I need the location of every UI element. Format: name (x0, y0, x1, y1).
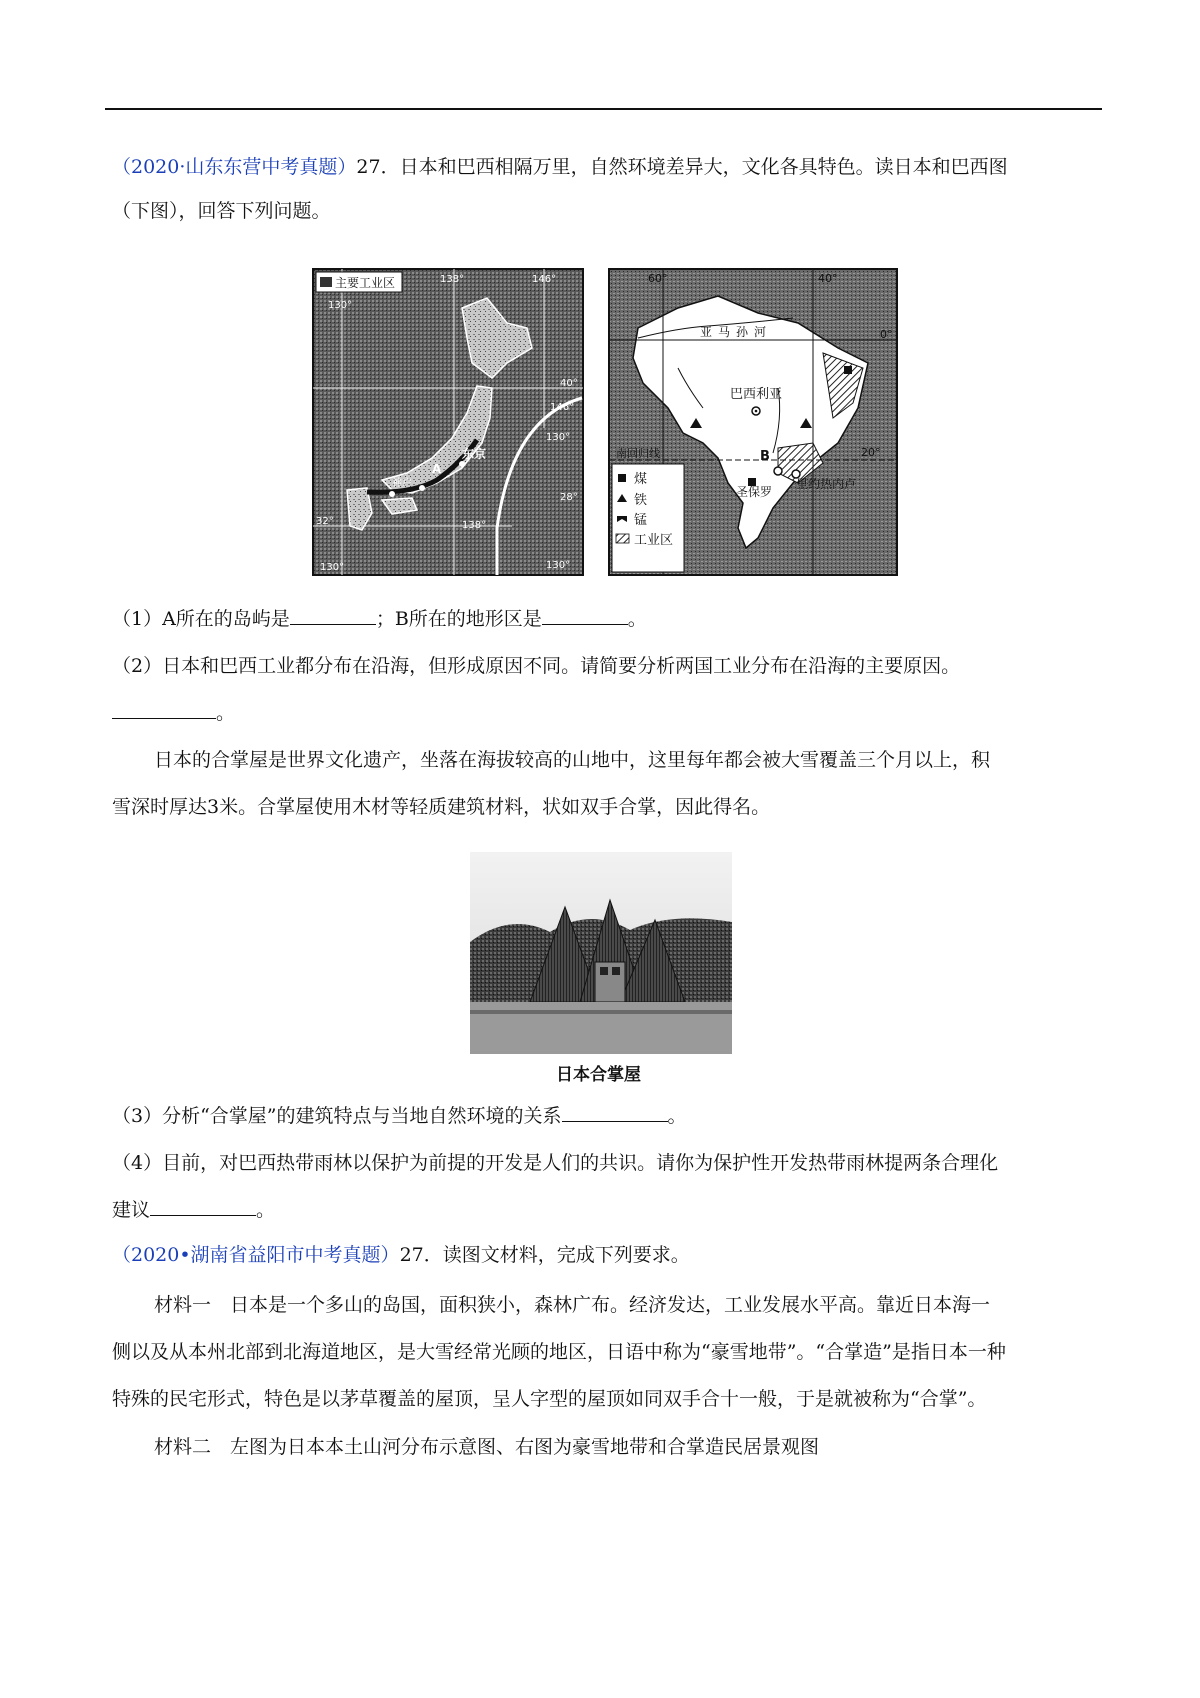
q1-part2-end: 。 (216, 702, 236, 724)
brazil-legend-industrial: 工业区 (634, 533, 674, 548)
q1-part4-2 (112, 1195, 1102, 1225)
q2-material2-text: 材料二 左图为日本本土山河分布示意图、右图为豪雪地带和合掌造民居景观图 (154, 1436, 820, 1458)
q2-material1-line2: 侧以及从本州北部到北海道地区，是大雪经常光顾的地区，日语中称为“豪雪地带”。“合掌造”是指日本一种 (112, 1341, 1006, 1363)
q2-intro-text: 27．读图文材料，完成下列要求。 (399, 1244, 690, 1266)
brazil-lon40: 40° (818, 272, 838, 285)
japan-lat40: 40° (560, 378, 578, 389)
japan-lon130-bottom: 130° (320, 562, 345, 573)
brazil-tropic: 南回归线 (616, 447, 660, 460)
q1-part1-text-c: 。 (627, 608, 647, 630)
q2-material1-3 (112, 1384, 1102, 1414)
japan-lon138-top: 138° (440, 274, 465, 285)
brazil-label-b: B (760, 449, 770, 464)
q1-part3-text: （3）分析“合掌屋”的建筑特点与当地自然环境的关系 (112, 1105, 562, 1127)
q1-part1 (112, 604, 1102, 634)
japan-kobe: 神户 (392, 478, 412, 489)
q2-material1-line3: 特殊的民宅形式，特色是以茅草覆盖的屋顶，呈人字型的屋顶如同双手合十一般，于是就被称为“合掌”。 (112, 1388, 987, 1410)
q2-source: （2020•湖南省益阳市中考真题） (112, 1244, 400, 1266)
japan-lon146-right: 146° (550, 402, 575, 413)
q1-part2-text: （2）日本和巴西工业都分布在沿海，但形成原因不同。请简要分析两国工业分布在沿海的主要原因。 (112, 655, 961, 677)
brazil-saopaulo: 圣保罗 (736, 485, 773, 499)
brazil-lat20: 20° (861, 446, 881, 459)
japan-tokyo: 东京 (462, 447, 487, 461)
gassho-photo (470, 852, 732, 1054)
gassho-text (112, 745, 1102, 775)
brazil-amazon: 亚马孙河 (700, 325, 773, 339)
q1-part2 (112, 651, 1102, 681)
japan-lon138-bottom: 138° (462, 520, 487, 531)
gassho-line2: 雪深时厚达3米。合掌屋使用木材等轻质建筑材料，状如双手合掌，因此得名。 (112, 796, 771, 818)
q2-material1 (112, 1290, 1102, 1320)
q2-material1-line1: 材料一 日本是一个多山的岛国，面积狭小，森林广布。经济发达，工业发展水平高。靠近日本海一 (154, 1294, 991, 1316)
q2-material1-2 (112, 1337, 1102, 1367)
brazil-brasilia: 巴西利亚 (730, 387, 783, 402)
q2-material2 (112, 1432, 1102, 1462)
answer-blank-3[interactable] (112, 700, 216, 719)
brazil-map (608, 268, 898, 576)
answer-blank-2[interactable] (542, 606, 628, 625)
q1-intro-line2: （下图），回答下列问题。 (112, 200, 331, 222)
photo-caption: 日本合掌屋 (556, 1065, 641, 1085)
q1-part4 (112, 1148, 1102, 1178)
q1-part3-end: 。 (667, 1105, 687, 1127)
japan-lon146-top: 146° (532, 274, 557, 285)
japan-label-a: A (432, 462, 442, 476)
brazil-legend-coal: 煤 (634, 472, 648, 487)
japan-lon130-top: 130° (328, 300, 353, 311)
brazil-rio: 里约热内卢 (796, 477, 857, 491)
brazil-lat0: 0° (880, 328, 893, 341)
brazil-legend-manganese: 锰 (634, 513, 648, 528)
japan-inset130: 130° (546, 432, 571, 443)
gassho-text-2 (112, 792, 1102, 822)
q1-part4-line1: （4）目前，对巴西热带雨林以保护为前提的开发是人们的共识。请你为保护性开发热带雨林提两条合理化 (112, 1152, 999, 1174)
q1-part4-end: 。 (256, 1199, 276, 1221)
q1-intro (112, 152, 1102, 182)
q1-intro-2 (112, 196, 1102, 226)
japan-inset130b: 130° (546, 560, 571, 571)
japan-map (312, 268, 584, 576)
q1-part1-text-b: ；B所在的地形区是 (375, 608, 542, 630)
answer-blank-1[interactable] (290, 606, 376, 625)
q1-part1-text-a: （1）A所在的岛屿是 (112, 608, 290, 630)
japan-legend: 主要工业区 (335, 276, 396, 290)
q1-intro-line1: 27．日本和巴西相隔万里，自然环境差异大，文化各具特色。读日本和巴西图 (356, 156, 1008, 178)
q1-part4-line2: 建议 (112, 1199, 151, 1221)
q1-part3 (112, 1101, 1102, 1131)
answer-blank-5[interactable] (150, 1197, 256, 1216)
q1-source: （2020·山东东营中考真题） (112, 156, 357, 178)
japan-inset28: 28° (560, 492, 578, 503)
q2-intro (112, 1240, 1102, 1270)
brazil-lon60: 60° (648, 272, 668, 285)
header-rule (105, 108, 1102, 110)
answer-blank-4[interactable] (562, 1103, 668, 1122)
q1-part2-answer (112, 698, 1102, 728)
gassho-line1: 日本的合掌屋是世界文化遗产，坐落在海拔较高的山地中，这里每年都会被大雪覆盖三个月以上，积 (154, 749, 991, 771)
japan-lat32: 32° (316, 516, 334, 527)
brazil-legend-iron: 铁 (634, 493, 648, 508)
